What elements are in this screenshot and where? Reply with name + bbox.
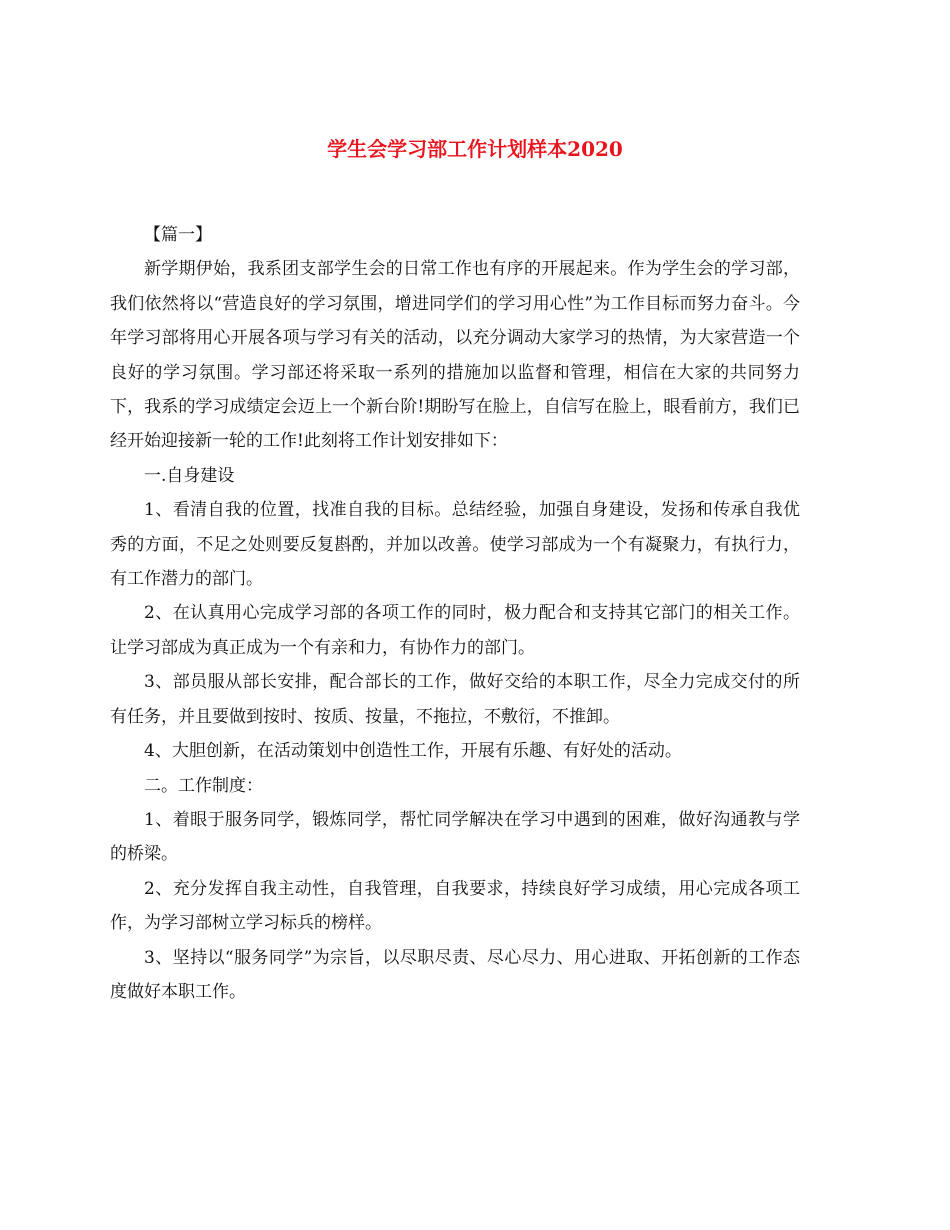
heading-work-system: 二。工作制度： — [144, 775, 263, 796]
section-marker: 【篇一】 — [144, 225, 212, 245]
list-item: 1、着眼于服务同学，锻炼同学，帮忙同学解决在学习中遇到的困难，做好沟通教与学的桥梁。 — [110, 809, 800, 865]
list-item: 1、看清自我的位置，找准自我的目标。总结经验，加强自身建设，发扬和传承自我优秀的方面，不足之处则要反复斟酌，并加以改善。使学习部成为一个有凝聚力，有执行力，有工作潜力的部门。 — [110, 500, 800, 590]
heading-self-construction: 一.自身建设 — [144, 465, 235, 486]
list-item: 2、充分发挥自我主动性，自我管理，自我要求，持续良好学习成绩，用心完成各项工作，为学习部树立学习标兵的榜样。 — [110, 878, 800, 934]
list-item: 4、大胆创新，在活动策划中创造性工作，开展有乐趣、有好处的活动。 — [144, 741, 682, 762]
list-item: 3、坚持以“服务同学”为宗旨，以尽职尽责、尽心尽力、用心进取、开拓创新的工作态度做好本职工作。 — [110, 947, 800, 1002]
list-item: 3、部员服从部长安排，配合部长的工作，做好交给的本职工作，尽全力完成交付的所有任务，并且要做到按时、按质、按量，不拖拉，不敷衍，不推卸。 — [110, 672, 800, 727]
document-title: 学生会学习部工作计划样本2020 — [327, 137, 623, 161]
list-item: 2、在认真用心完成学习部的各项工作的同时，极力配合和支持其它部门的相关工作。让学习部成为真正成为一个有亲和力，有协作力的部门。 — [110, 603, 800, 658]
document-body — [110, 218, 800, 1009]
intro-paragraph: 新学期伊始，我系团支部学生会的日常工作也有序的开展起来。作为学生会的学习部，我们依然将以“营造良好的学习氛围，增进同学们的学习用心性”为工作目标而努力奋斗。今年学习部将用心开展各项与学习有关的活动，以充分调动大家学习的热情，为大家营造一个良好的学习氛围。学习部还将采取一系列的措施加以监督和管理，相信在大家的共同努力下，我系的学习成绩定会迈上一个新台阶!期盼写在脸上，自信写在脸上，眼看前方，我们已经开始迎接新一轮的工作!此刻将工作计划安排如下： — [110, 259, 800, 452]
